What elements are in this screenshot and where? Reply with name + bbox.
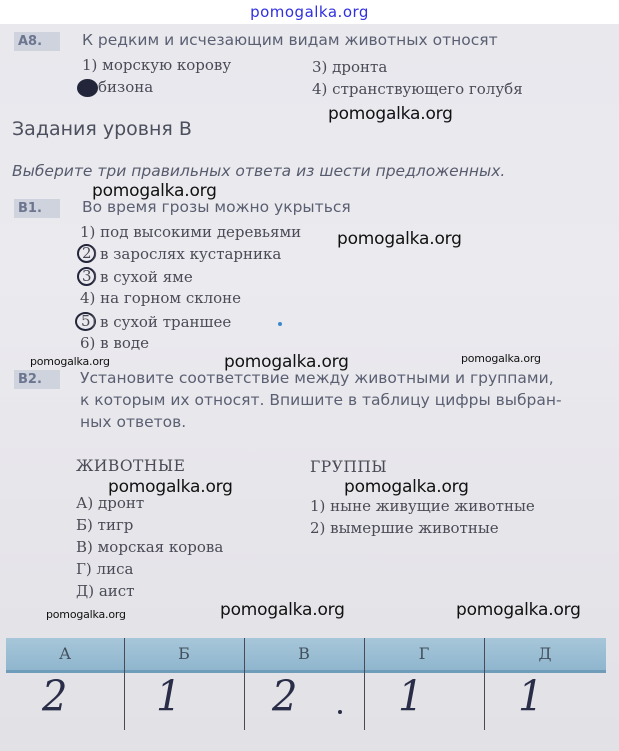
- watermark: pomogalka.org: [30, 355, 110, 368]
- watermark: pomogalka.org: [461, 352, 541, 365]
- b1-option-2: в зарослях кустарника: [100, 245, 282, 263]
- instruction-text: Выберите три правильных ответа из шести предложенных.: [12, 162, 506, 180]
- watermark: pomogalka.org: [224, 352, 349, 372]
- handwritten-answer-a: 2: [42, 672, 68, 722]
- question-b2-line-1: Установите соответствие между животными и группами,: [80, 369, 554, 387]
- watermark: pomogalka.org: [46, 608, 126, 621]
- table-header-cell: Д: [538, 644, 552, 663]
- question-a8-text: К редким и исчезающим видам животных относят: [82, 31, 498, 49]
- table-header-cell: Б: [178, 644, 190, 663]
- ink-dot-icon: [278, 322, 282, 326]
- a8-option-1: 1) морскую корову: [82, 56, 232, 74]
- table-header-cell: Г: [418, 644, 430, 663]
- question-b1-text: Во время грозы можно укрыться: [82, 198, 351, 216]
- a8-option-2: бизона: [98, 78, 154, 96]
- question-label-b2: В2.: [14, 370, 60, 389]
- watermark: pomogalka.org: [337, 229, 462, 249]
- level-heading: Задания уровня В: [12, 118, 192, 140]
- b1-option-5: в сухой траншее: [100, 313, 232, 331]
- watermark: pomogalka.org: [220, 600, 345, 620]
- question-label-a8: А8.: [14, 32, 60, 51]
- answer-circle-icon: [77, 79, 98, 97]
- watermark: pomogalka.org: [456, 600, 581, 620]
- ink-dot-icon: [338, 710, 342, 714]
- table-divider: [484, 638, 485, 730]
- a8-option-4: 4) странствующего голубя: [312, 80, 523, 98]
- table-header-cell: В: [298, 644, 310, 663]
- answer-table-header: [6, 638, 606, 673]
- group-item: 2) вымершие животные: [310, 519, 499, 537]
- animal-item: Г) лиса: [76, 560, 134, 578]
- animal-item: Б) тигр: [76, 516, 134, 534]
- watermark: pomogalka.org: [328, 104, 453, 124]
- table-divider: [124, 638, 125, 730]
- b1-option-4: 4) на горном склоне: [80, 289, 242, 307]
- group-item: 1) ныне живущие животные: [310, 497, 535, 515]
- a8-option-3: 3) дронта: [312, 58, 388, 76]
- watermark: pomogalka.org: [344, 477, 469, 497]
- table-header-cell: А: [58, 644, 72, 663]
- handwritten-answer-g: 1: [398, 672, 424, 722]
- handwritten-answer-b: 1: [156, 672, 182, 722]
- textbook-page: А8. К редким и исчезающим видам животных относят 1) морскую корову бизона 3) дронта 4) странствующего голубя Задания уровня В Выберите три правильных ответа из шести предложенных. В1. Во время грозы можно укрыться 1) под высокими деревьями 2) в зарослях кустарника 3) в сухой яме 4) на горном склоне 5) в сухой траншее 6) в воде В2. Установите соответствие между животными и группами, к которым их относят. Впишите в таблицу цифры выбран- ных ответов. ЖИВОТНЫЕ А) дронт Б) тигр В) морская корова Г) лиса Д) аист ГРУППЫ 1) ныне живущие животные 2) вымершие животные А Б В Г Д 2 1 2 1 1 pomogalka.org pomogalka.org pomogalka.org pomogalka.org pomogalka.org pomogalka.org pomogalka.org pomogalka.org pomogalka.org pomogalka.org pomogalka.org: [0, 24, 619, 751]
- question-b2-line-3: ных ответов.: [80, 413, 187, 431]
- b1-option-6: 6) в воде: [80, 334, 149, 352]
- table-divider: [244, 638, 245, 730]
- b1-option-3: в сухой яме: [100, 268, 193, 286]
- b1-option-1: 1) под высокими деревьями: [80, 223, 302, 241]
- handwritten-answer-d: 1: [518, 672, 544, 722]
- question-b2-line-2: к которым их относят. Впишите в таблицу цифры выбран-: [80, 391, 562, 409]
- table-divider: [364, 638, 365, 730]
- site-header-watermark[interactable]: pomogalka.org: [250, 3, 369, 21]
- animal-item: А) дронт: [76, 494, 145, 512]
- answer-table: [6, 638, 606, 730]
- watermark: pomogalka.org: [92, 181, 217, 201]
- animal-item: Д) аист: [76, 582, 135, 600]
- watermark: pomogalka.org: [108, 477, 233, 497]
- groups-column-header: ГРУППЫ: [310, 458, 388, 476]
- handwritten-answer-v: 2: [272, 672, 298, 722]
- animal-item: В) морская корова: [76, 538, 224, 556]
- question-label-b1: В1.: [14, 199, 60, 218]
- animals-column-header: ЖИВОТНЫЕ: [76, 457, 186, 475]
